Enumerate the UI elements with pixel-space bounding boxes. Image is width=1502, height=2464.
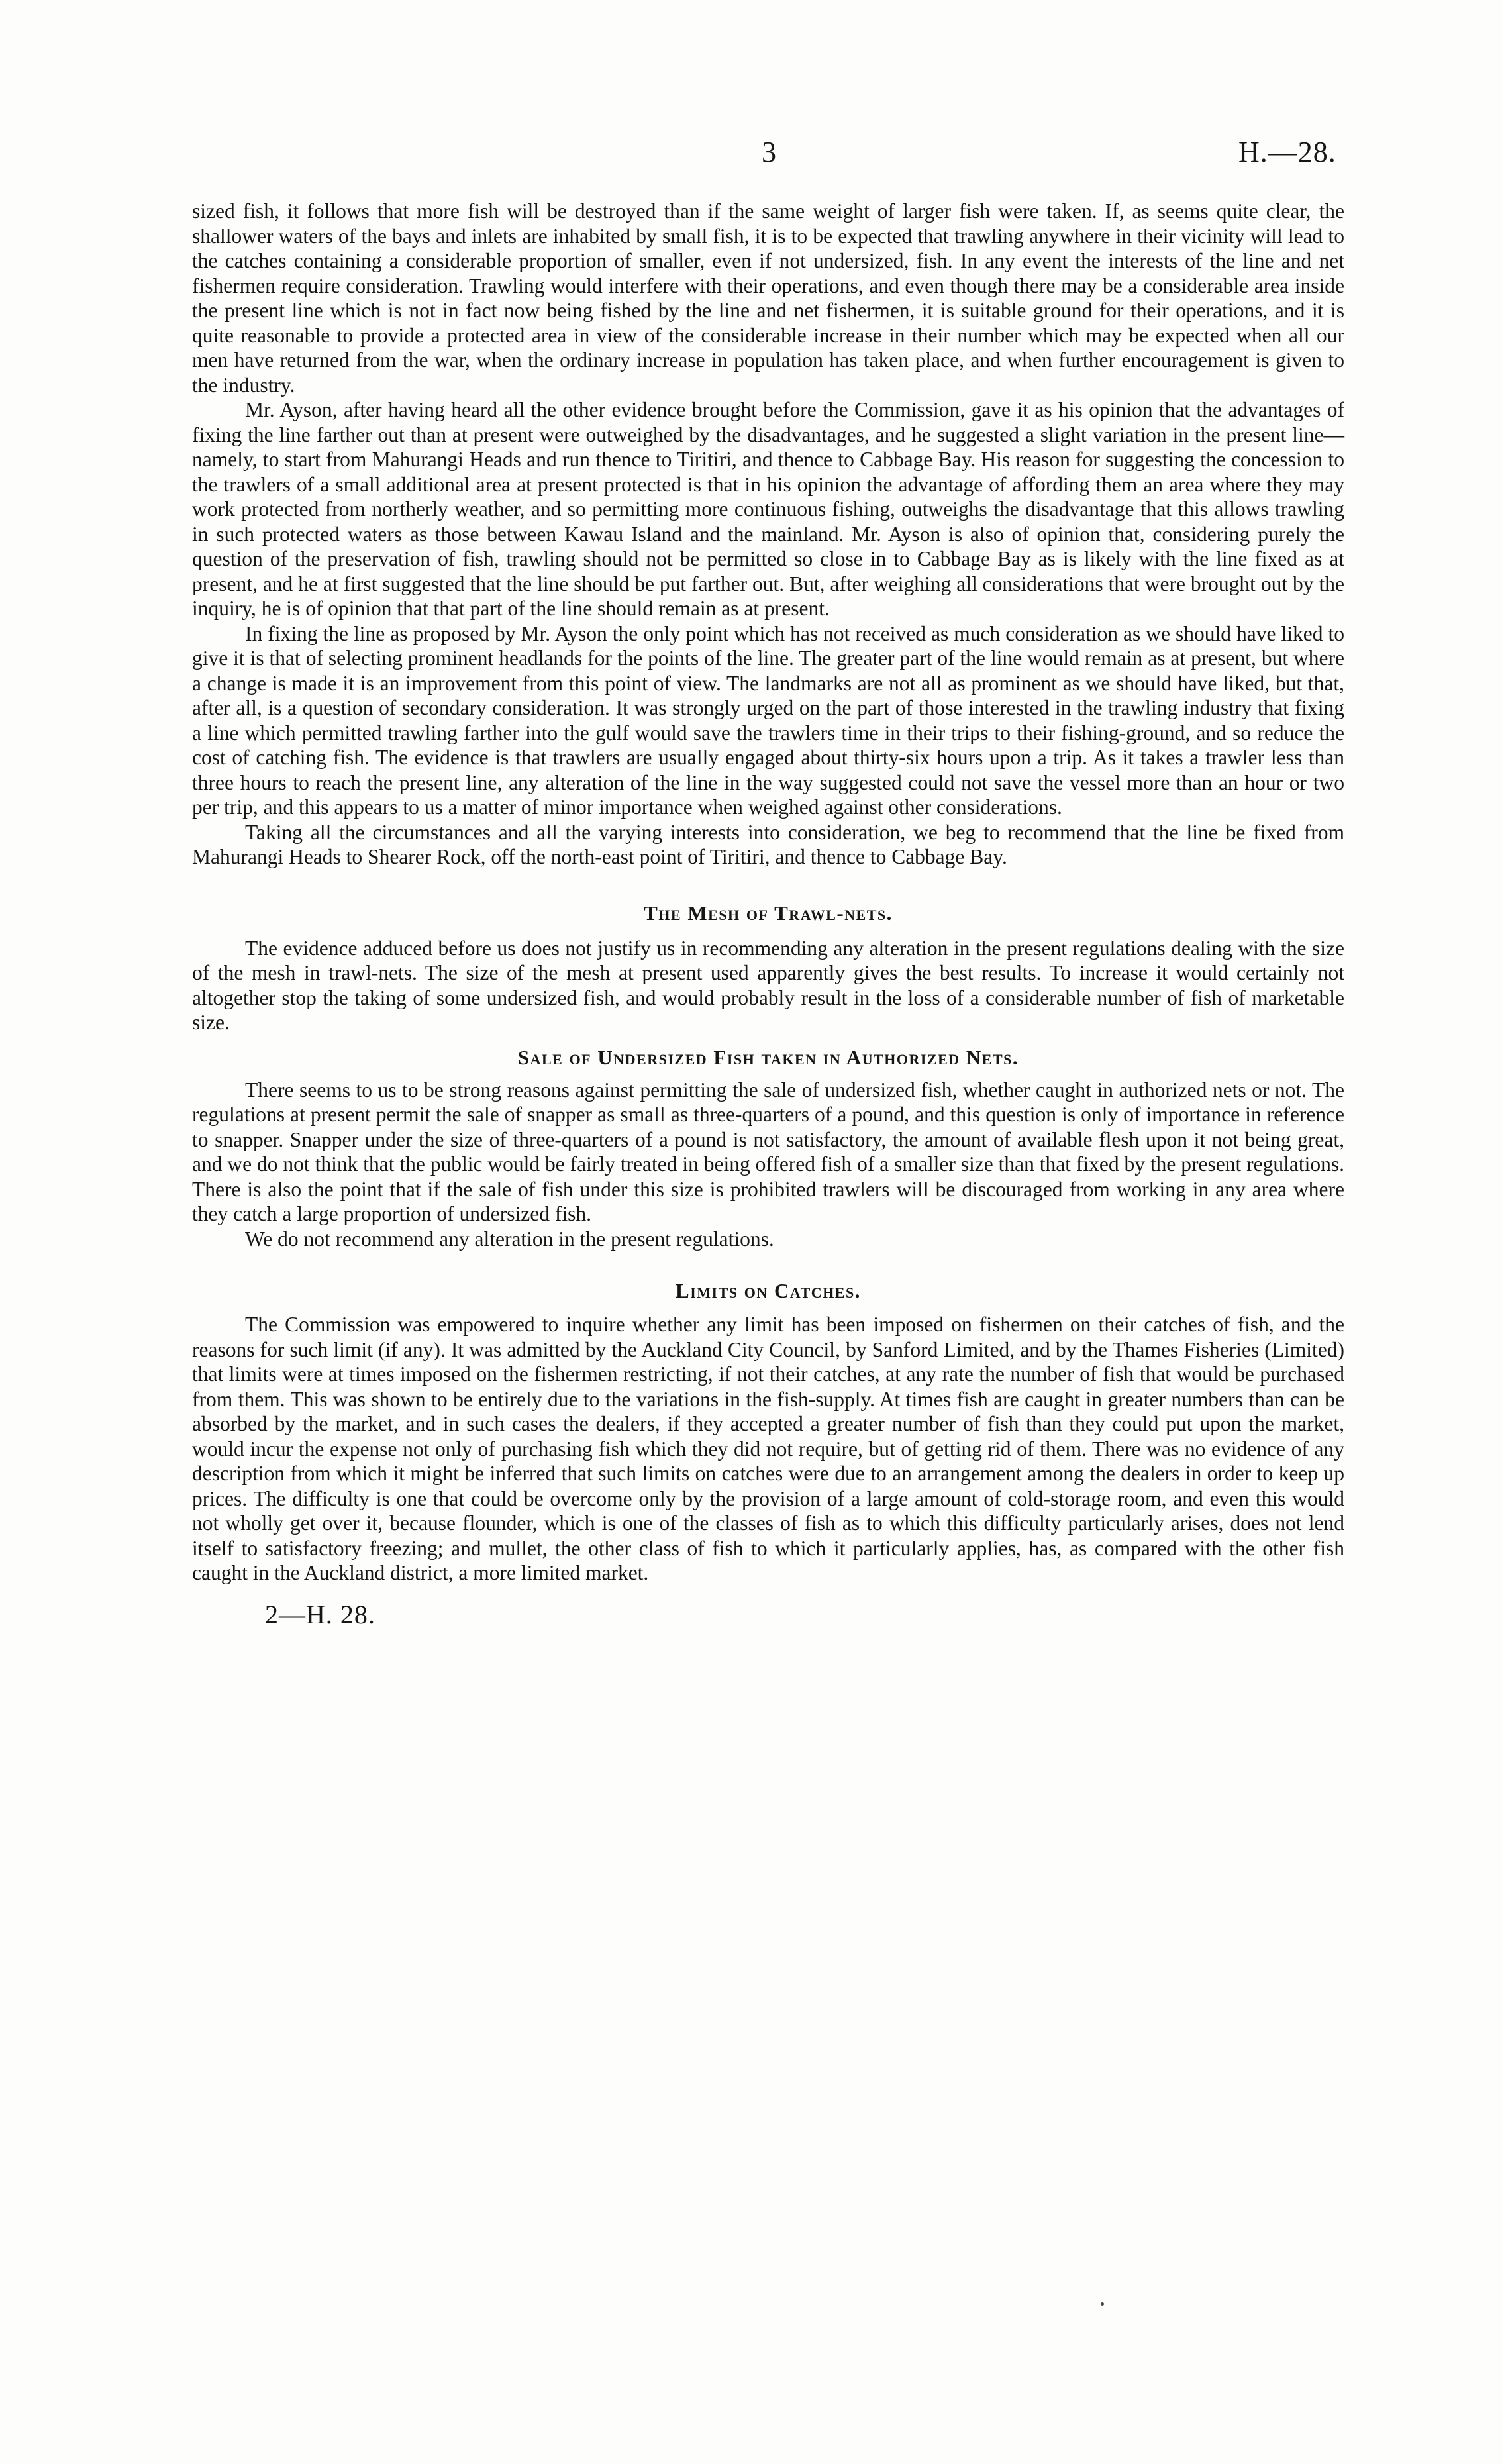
section-heading-limits: Limits on Catches. [676, 1279, 861, 1302]
signature-mark: 2—H. 28. [265, 1599, 376, 1629]
section-heading-sale: Sale of Undersized Fish taken in Authorized Nets. [517, 1045, 1019, 1069]
document-reference: H.—28. [1238, 136, 1336, 168]
paragraph-sale: There seems to us to be strong reasons against permitting the sale of undersized fish, whether caught in authorized nets or not. The regulations at present permit the sale of snapper as small as three-quarters of a pound, and this question is only of importance in reference to snapper. Snapper under the size of three-quarters of a pound is not satisfactory, the amount of available flesh upon it not being great, and we do not think that the public would be fairly treated in being offered fish of a smaller size than that fixed by the present regulations. There is also the point that if the sale of fish under this size is prohibited trawlers will be discouraged from working in any area where they catch a large proportion of undersized fish. [192, 1078, 1344, 1225]
page-number: 3 [762, 136, 776, 168]
paragraph-ayson-opinion: Mr. Ayson, after having heard all the other evidence brought before the Commission, gave it as his opinion that the advantages of fixing the line farther out than at present were outweighed by the disadvantages, and he suggested a slight variation in the present line—namely, to start from Mahurangi Heads and run thence to Tiritiri, and thence to Cabbage Bay. His reason for suggesting the concession to the trawlers of a small additional area at present protected is that in his opinion the advantage of affording them an area where they may work protected from northerly weather, and so permitting more continuous fishing, outweighs the disadvantage that this allows trawling in such protected waters as those between Kawau Island and the mainland. Mr. Ayson is also of opinion that, considering purely the question of the preservation of fish, trawling should not be permitted so close in to Cabbage Bay as is likely with the line fixed as at present, and he at first suggested that the line should be put farther out. But, after weighing all considerations that were brought out by the inquiry, he is of opinion that that part of the line should remain as at present. [192, 398, 1344, 620]
paragraph-mesh: The evidence adduced before us does not justify us in recommending any alteration in the present regulations dealing with the size of the mesh in trawl-nets. The size of the mesh at present used apparently gives the best results. To increase it would certainly not altogether stop the taking of some undersized fish, and would probably result in the loss of a considerable number of fish of marketable size. [192, 936, 1344, 1034]
scan-speck [1101, 2302, 1104, 2306]
paragraph-limits: The Commission was empowered to inquire whether any limit has been imposed on fishermen on their catches of fish, and the reasons for such limit (if any). It was admitted by the Auckland City Council, by Sanford Limited, and by the Thames Fisheries (Limited) that limits were at times imposed on the fishermen restricting, if not their catches, at any rate the number of fish that would be purchased from them. This was shown to be entirely due to the variations in the fish-supply. At times fish are caught in greater numbers than can be absorbed by the market, and in such cases the dealers, if they accepted a greater number of fish than they could put upon the market, would incur the expense not only of purchasing fish which they did not require, but of getting rid of them. There was no evidence of any description from which it might be inferred that such limits on catches were due to an arrangement among the dealers in order to keep up prices. The difficulty is one that could be overcome only by the provision of a large amount of cold-storage room, and even this would not wholly get over it, because flounder, which is one of the classes of fish as to which this difficulty particularly arises, does not lend itself to satisfactory freezing; and mullet, the other class of fish to which it particularly applies, has, as compared with the other fish caught in the Auckland district, a more limited market. [192, 1313, 1344, 1584]
paragraph-recommendation: Taking all the circumstances and all the varying interests into consideration, we beg to recommend that the line be fixed from Mahurangi Heads to Shearer Rock, off the north-east point of Tiritiri, and thence to Cabbage Bay. [192, 820, 1344, 868]
page-header [0, 132, 1502, 172]
paragraph-sale-conclusion: We do not recommend any alteration in the present regulations. [245, 1227, 774, 1251]
paragraph-fixing-line: In fixing the line as proposed by Mr. Ayson the only point which has not received as much consideration as we should have liked to give it is that of selecting prominent headlands for the points of the line. The greater part of the line would remain as at present, but where a change is made it is an improvement from this point of view. The landmarks are not all as prominent as we should have liked, but that, after all, is a question of secondary consideration. It was strongly urged on the part of those interested in the trawling industry that fixing a line which permitted trawling farther into the gulf would save the trawlers time in their trips to their fishing-ground, and so reduce the cost of catching fish. The evidence is that trawlers are usually engaged about thirty-six hours upon a trip. As it takes a trawler less than three hours to reach the present line, any alteration of the line in the way suggested could not save the vessel more than an hour or two per trip, and this appears to us a matter of minor importance when weighed against other considerations. [192, 621, 1344, 819]
paragraph-continuation: sized fish, it follows that more fish will be destroyed than if the same weight of larger fish were taken. If, as seems quite clear, the shallower waters of the bays and inlets are inhabited by small fish, it is to be expected that trawling anywhere in their vicinity will lead to the catches containing a considerable proportion of smaller, even if not undersized, fish. In any event the interests of the line and net fishermen require consideration. Trawling would interfere with their operations, and even though there may be a considerable area inside the present line which is not in fact now being fished by the line and net fishermen, it is suitable ground for their operations, and it is quite reasonable to provide a protected area in view of the considerable increase in their number which may be expected when all our men have returned from the war, when the ordinary increase in population has taken place, and when further encouragement is given to the industry. [192, 199, 1344, 397]
document-body [192, 199, 1344, 1631]
section-heading-mesh: The Mesh of Trawl-nets. [644, 901, 893, 925]
